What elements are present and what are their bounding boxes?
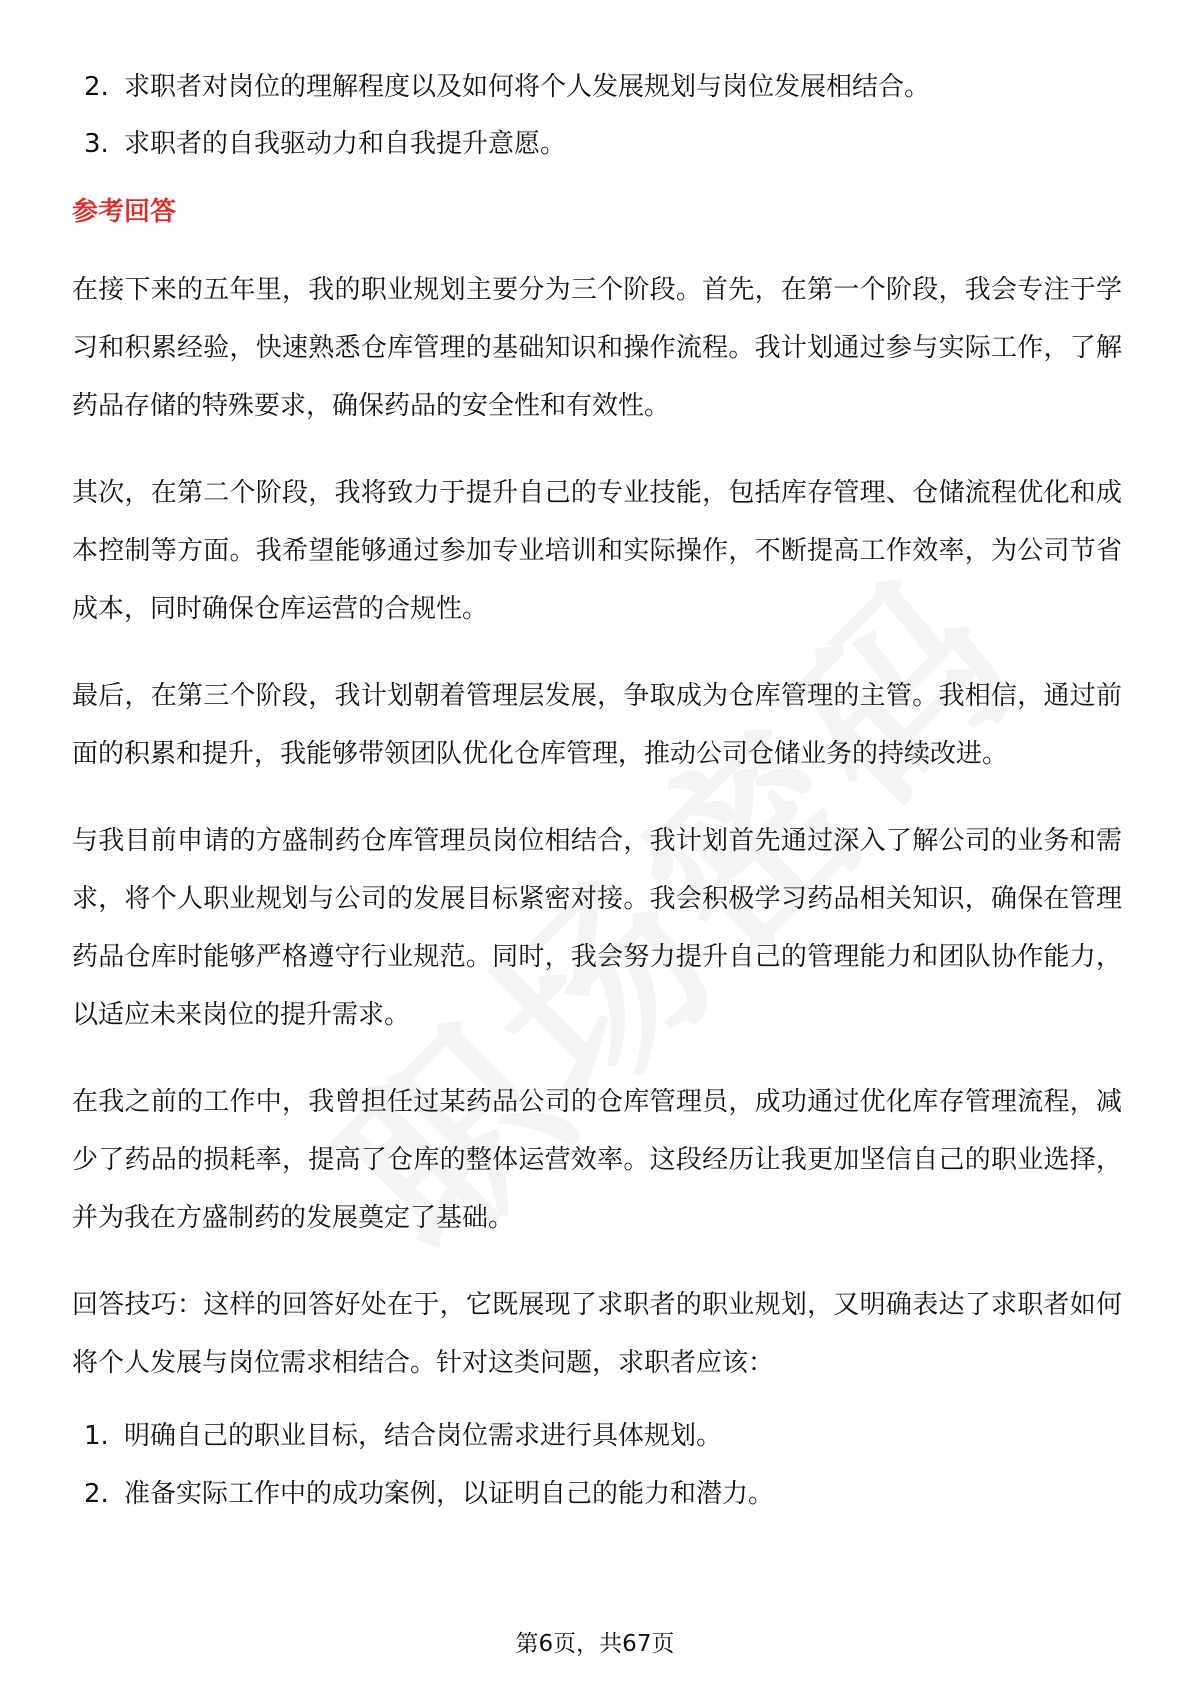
section-heading: 参考回答 <box>72 197 177 227</box>
answer-paragraph: 其次，在第二个阶段，我将致力于提升自己的专业技能，包括库存管理、仓储流程优化和成本控制等方面。我希望能够通过参加专业培训和实际操作，不断提高工作效率，为公司节省成本，同时确保仓库运营的合规性。 <box>72 478 1122 624</box>
answer-paragraph: 在我之前的工作中，我曾担任过某药品公司的仓库管理员，成功通过优化库存管理流程，减少了药品的损耗率，提高了仓库的整体运营效率。这段经历让我更加坚信自己的职业选择，并为我在方盛制药的发展奠定了基础。 <box>72 1087 1122 1233</box>
page-number-footer: 第6页，共67页 <box>515 1631 675 1657</box>
list-number: 2. <box>84 1479 109 1509</box>
tips-list <box>72 1417 1122 1513</box>
list-item <box>72 68 1122 106</box>
list-number: 3. <box>84 129 109 159</box>
list-number: 1. <box>84 1421 109 1451</box>
list-text: 求职者的自我驱动力和自我提升意愿。 <box>124 129 567 159</box>
list-item <box>72 125 1122 163</box>
list-item <box>72 1417 1122 1455</box>
answer-paragraph: 最后，在第三个阶段，我计划朝着管理层发展，争取成为仓库管理的主管。我相信，通过前面的积累和提升，我能够带领团队优化仓库管理，推动公司仓储业务的持续改进。 <box>72 681 1122 769</box>
answer-paragraph: 与我目前申请的方盛制药仓库管理员岗位相结合，我计划首先通过深入了解公司的业务和需求，将个人职业规划与公司的发展目标紧密对接。我会积极学习药品相关知识，确保在管理药品仓库时能够严格遵守行业规范。同时，我会努力提升自己的管理能力和团队协作能力，以适应未来岗位的提升需求。 <box>72 826 1122 1030</box>
list-item <box>72 1475 1122 1513</box>
list-text: 求职者对岗位的理解程度以及如何将个人发展规划与岗位发展相结合。 <box>124 72 931 102</box>
list-number: 2. <box>84 72 109 102</box>
list-text: 明确自己的职业目标，结合岗位需求进行具体规划。 <box>124 1421 723 1451</box>
tip-paragraph: 回答技巧：这样的回答好处在于，它既展现了求职者的职业规划，又明确表达了求职者如何将个人发展与岗位需求相结合。针对这类问题，求职者应该： <box>72 1290 1122 1378</box>
answer-paragraph: 在接下来的五年里，我的职业规划主要分为三个阶段。首先，在第一个阶段，我会专注于学习和积累经验，快速熟悉仓库管理的基础知识和操作流程。我计划通过参与实际工作，了解药品存储的特殊要求，确保药品的安全性和有效性。 <box>72 275 1122 421</box>
criteria-list <box>72 68 1122 163</box>
page-content <box>72 68 1122 1533</box>
list-text: 准备实际工作中的成功案例，以证明自己的能力和潜力。 <box>124 1479 775 1509</box>
